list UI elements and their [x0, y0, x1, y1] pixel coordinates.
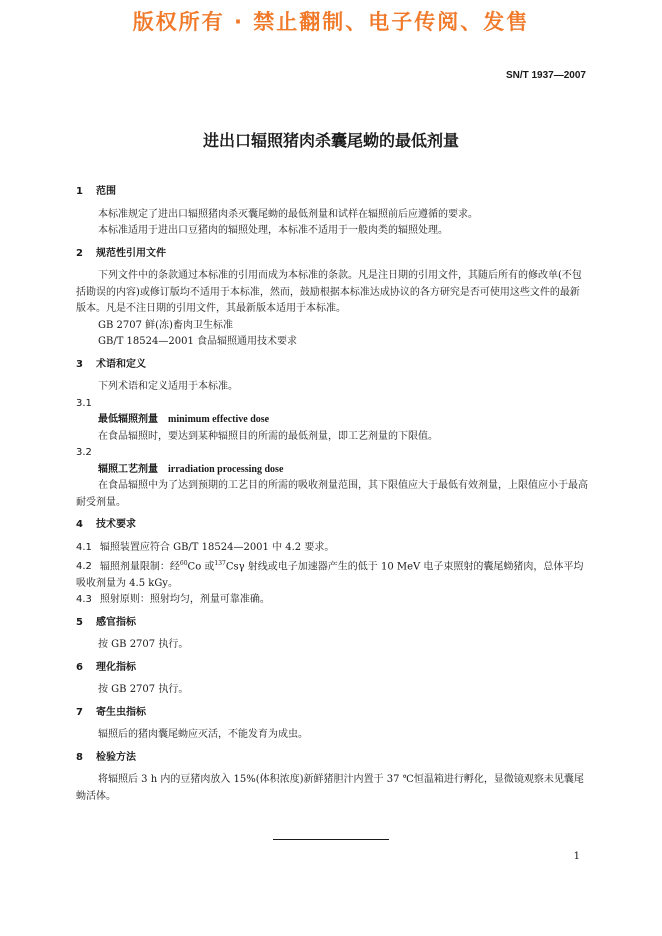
- paragraph: 下列术语和定义适用于本标准。: [98, 381, 238, 392]
- requirement-text: 照射原则：照射均匀，剂量可靠准确。: [99, 594, 270, 606]
- paragraph: 按 GB 2707 执行。: [98, 639, 189, 651]
- section-title: 感官指标: [96, 616, 136, 628]
- requirement-text: Csγ 射线或电子加速器产生的低于 10 MeV 电子束照射的囊尾蚴猪肉，总体平均吸收剂量为 4.5 kGy。: [76, 561, 584, 589]
- section-title: 理化指标: [96, 661, 136, 673]
- requirement-number: 4.1: [76, 541, 92, 553]
- paragraph: 按 GB 2707 执行。: [98, 684, 189, 696]
- isotope-mass-number: 60: [179, 560, 188, 567]
- reference-item: GB/T 18524—2001 食品辐照通用技术要求: [98, 336, 297, 347]
- section-number: 3: [76, 358, 83, 370]
- section-number: 1: [76, 186, 83, 197]
- document-body: [76, 178, 588, 805]
- paragraph: 本标准规定了进出口辐照猪肉杀灭囊尾蚴的最低剂量和试样在辐照前后应遵循的要求。: [98, 208, 478, 220]
- term-definition: 在食品辐照中为了达到预期的工艺目的所需的吸收剂量范围，其下限值应大于最低有效剂量，上限值应小于最高耐受剂量。: [76, 480, 588, 508]
- section-number: 2: [76, 247, 83, 259]
- section-number: 5: [76, 616, 83, 628]
- section-heading-5: [76, 615, 588, 632]
- term-number: 3.2: [76, 447, 92, 458]
- term-number: 3.1: [76, 397, 92, 409]
- term-entry: [76, 462, 588, 479]
- section-number: 4: [76, 519, 83, 530]
- requirement-item: [76, 556, 588, 592]
- term-english: irradiation processing dose: [168, 463, 284, 475]
- paragraph: 辐照后的猪肉囊尾蚴应灭活，不能发育为成虫。: [98, 729, 308, 741]
- section-title: 检验方法: [96, 751, 136, 763]
- section-number: 6: [76, 661, 83, 673]
- requirement-number: 4.3: [76, 594, 92, 606]
- isotope-mass-number: 137: [214, 560, 226, 567]
- copyright-watermark: 版权所有 · 禁止翻制、电子传阅、发售: [132, 10, 530, 34]
- section-heading-7: [76, 705, 588, 722]
- end-of-document-rule: [273, 839, 389, 840]
- section-title: 规范性引用文件: [96, 247, 166, 259]
- requirement-item: [76, 592, 588, 609]
- section-number: 8: [76, 751, 83, 763]
- section-heading-3: [76, 357, 588, 374]
- requirement-text: 辐照装置应符合 GB/T 18524—2001 中 4.2 要求。: [99, 541, 335, 553]
- section-title: 范围: [96, 186, 116, 197]
- section-heading-6: [76, 660, 588, 677]
- standard-code: SN/T 1937—2007: [505, 70, 586, 81]
- section-heading-4: [76, 517, 588, 534]
- reference-item: GB 2707 鲜(冻)畜肉卫生标准: [98, 319, 233, 331]
- paragraph: 本标准适用于进出口豆猪肉的辐照处理，本标准不适用于一般肉类的辐照处理。: [98, 225, 448, 236]
- requirement-number: 4.2: [76, 561, 92, 573]
- section-title: 术语和定义: [96, 358, 146, 370]
- paragraph: 将辐照后 3 h 内的豆猪肉放入 15%(体积浓度)新鲜猪胆汁内置于 37 ℃恒温箱进行孵化，显微镜观察未见囊尾蚴活体。: [76, 774, 584, 802]
- page-number: 1: [573, 851, 580, 862]
- term-english: minimum effective dose: [168, 414, 270, 425]
- section-heading-1: [76, 184, 588, 201]
- requirement-item: [76, 540, 588, 557]
- paragraph: 下列文件中的条款通过本标准的引用而成为本标准的条款。凡是注日期的引用文件，其随后所有的修改单(不包括勘误的内容)或修订版均不适用于本标准，然而，鼓励根据本标准达成协议的各方研究是否可使用这些文件的最新版本。凡是不注日期的引用文件，其最新版本适用于本标准。: [76, 270, 582, 314]
- term-chinese: 最低辐照剂量: [98, 414, 158, 425]
- section-title: 寄生虫指标: [96, 706, 146, 718]
- term-definition: 在食品辐照时，要达到某种辐照目的所需的最低剂量，即工艺剂量的下限值。: [98, 430, 438, 442]
- section-heading-8: [76, 750, 588, 767]
- requirement-text: 辐照剂量限制：经: [99, 561, 180, 573]
- document-title: 进出口辐照猪肉杀囊尾蚴的最低剂量: [202, 131, 459, 150]
- term-entry: [76, 412, 588, 429]
- term-chinese: 辐照工艺剂量: [98, 463, 158, 475]
- requirement-text: Co 或: [187, 561, 215, 573]
- section-number: 7: [76, 706, 83, 718]
- section-title: 技术要求: [96, 519, 136, 530]
- section-heading-2: [76, 246, 588, 263]
